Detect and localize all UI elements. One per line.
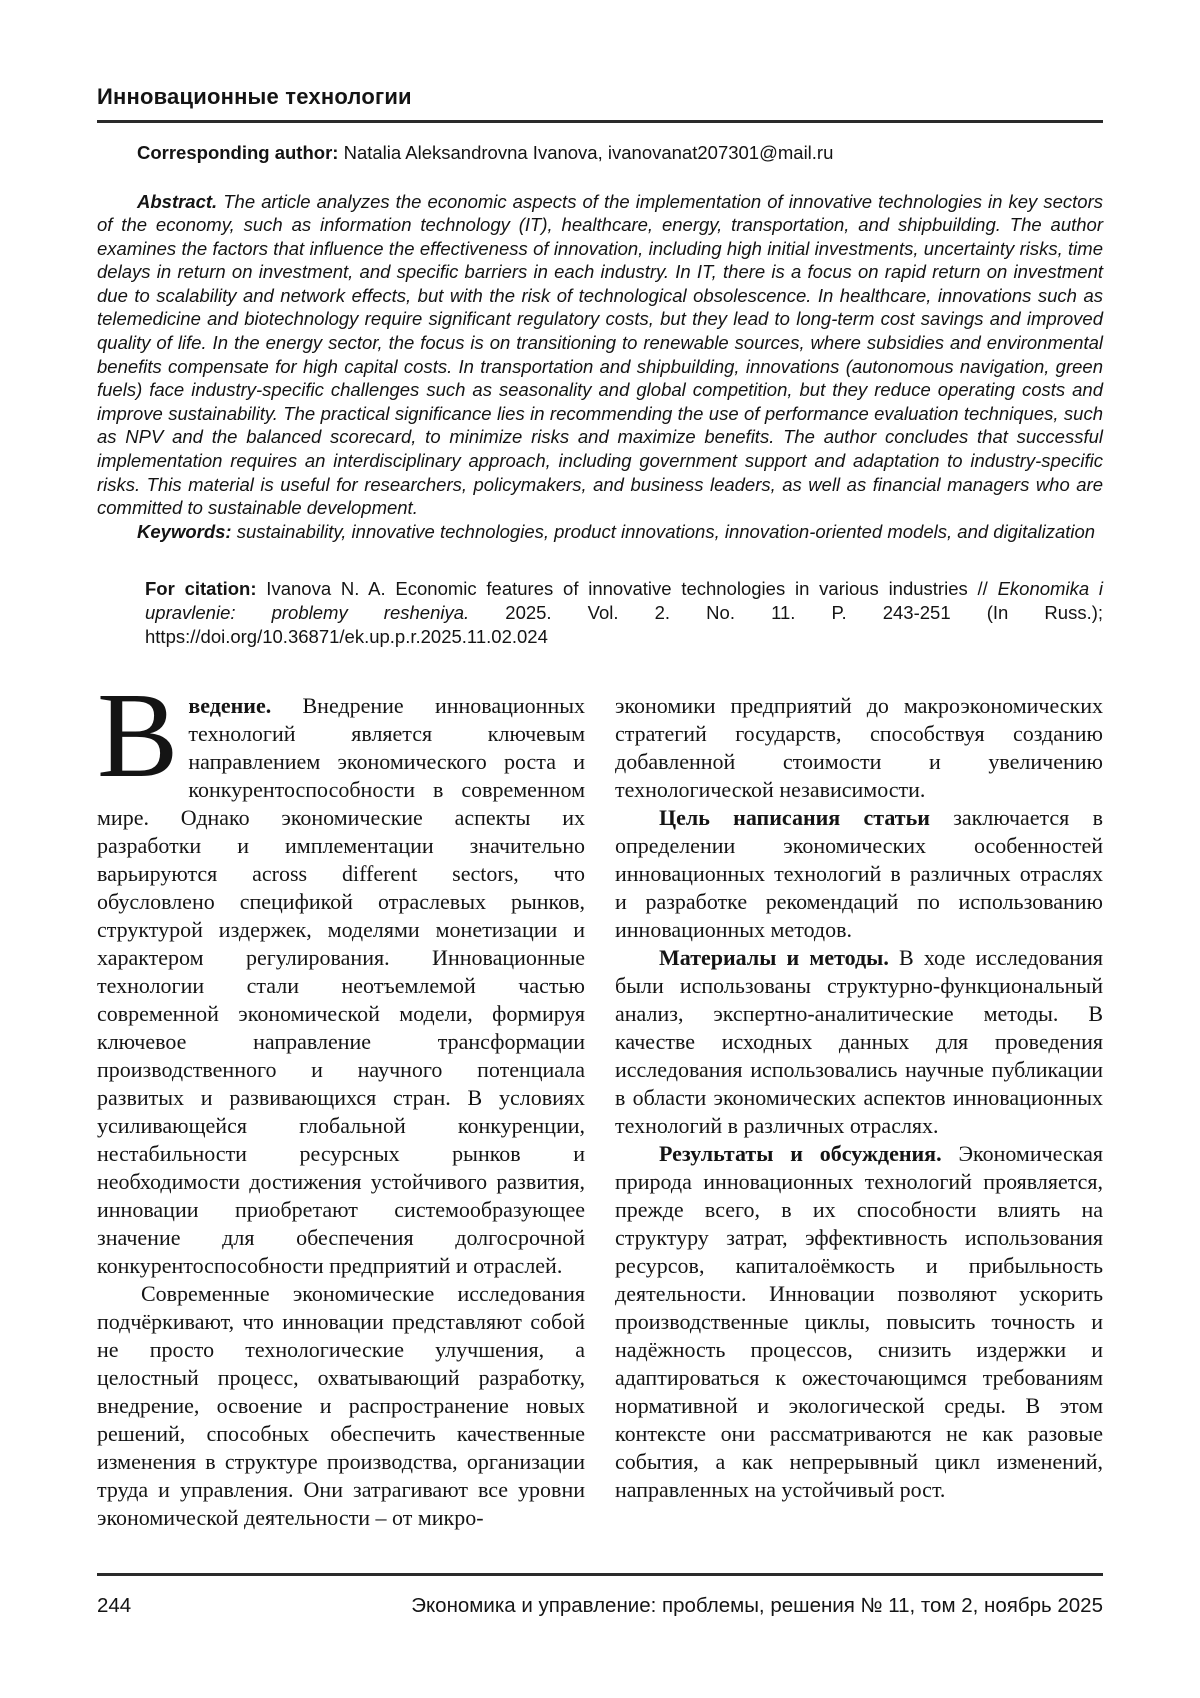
citation-text-before: Ivanova N. A. Economic features of innovative technologies in various industries // <box>256 578 998 600</box>
paragraph-text: заключается в определении экономических особенностей инновационных технологий в различных отраслях и разработке рекомендаций по использованию инновационных методов. <box>615 805 1104 943</box>
intro-paragraph <box>97 668 585 1280</box>
page-footer <box>97 1573 1103 1618</box>
body-paragraph-continuation <box>615 692 1103 804</box>
paragraph-lead: Материалы и методы. <box>659 945 889 971</box>
article-body <box>97 668 1104 1531</box>
corresponding-author-text: Natalia Aleksandrovna Ivanova, ivanovanat207301@mail.ru <box>338 142 834 163</box>
citation-text-after: 2025. Vol. 2. No. 11. P. 243-251 (In Russ.); https://doi.org/10.36871/ek.up.p.r.2025.11.02.024 <box>145 602 1104 647</box>
journal-footer-title: Экономика и управление: проблемы, решения № 11, том 2, ноябрь 2025 <box>411 1594 1103 1617</box>
paragraph-text: Современные экономические исследования подчёркивают, что инновации представляют собой не просто технологические улучшения, а целостный процесс, охватывающий разработку, внедрение, освоение и распространение новых решений, способных обеспечить качественные изменения в структуре производства, организации труда и управления. Они затрагивают все уровни экономической деятельности – от микро- <box>97 1281 585 1531</box>
methods-paragraph <box>615 944 1103 1140</box>
paragraph-lead: ведение. <box>188 693 272 719</box>
footer-line <box>97 1593 1103 1618</box>
body-paragraph <box>97 1280 585 1532</box>
results-paragraph <box>615 1140 1103 1504</box>
corresponding-author-label: Corresponding author: <box>137 142 339 163</box>
right-column <box>615 692 1104 1503</box>
front-matter <box>97 141 1103 648</box>
paragraph-text: Внедрение инновационных технологий является ключевым направлением экономического роста и конкурентоспособности в современном мире. Однако экономические аспекты их разработки и имплементации значительно варьируются across different sectors, что обусловлено спецификой отраслевых рынков, структурой издержек, моделями монетизации и характером регулирования. Инновационные технологии стали неотъемлемой частью современной экономической модели, формируя ключевое направление трансформации производственного и научного потенциала развитых и развивающихся стран. В условиях усиливающейся глобальной конкуренции, нестабильности ресурсных рынков и необходимости достижения устойчивого развития, инновации приобретают системообразующее значение для обеспечения долгосрочной конкурентоспособности предприятий и отраслей. <box>97 693 585 1279</box>
page-number: 244 <box>97 1594 132 1617</box>
paragraph-lead: Результаты и обсуждения. <box>659 1141 942 1167</box>
abstract-text: The article analyzes the economic aspects of the implementation of innovative technologies in key sectors of the economy, such as information technology (IT), healthcare, energy, transportation, and shipbuilding. The author examines the factors that influence the effectiveness of innovation, including high initial investments, uncertainty risks, time delays in return on investment, and specific barriers in each industry. In IT, there is a focus on rapid return on investment due to scalability and network effects, but with the risk of technological obsolescence. In healthcare, innovations such as telemedicine and biotechnology require significant regulatory costs, but they lead to long-term cost savings and improved quality of life. In the energy sector, the focus is on transitioning to renewable sources, where subsidies and environmental benefits compensate for high capital costs. In transportation and shipbuilding, innovations (autonomous navigation, green fuels) face industry-specific challenges such as seasonality and global competition, but they reduce operating costs and improve sustainability. The practical significance lies in recommending the use of performance evaluation techniques, such as NPV and the balanced scorecard, to minimize risks and maximize benefits. The author concludes that successful implementation requires an interdisciplinary approach, including government support and adaptation to industry-specific risks. This material is useful for researchers, policymakers, and business leaders, as well as financial managers who are committed to sustainable development. <box>97 190 1103 519</box>
abstract-paragraph <box>97 190 1103 520</box>
paragraph-lead: Цель написания статьи <box>659 805 930 831</box>
paragraph-text: экономики предприятий до макроэкономических стратегий государств, способствуя созданию добавленной стоимости и увеличению технологической независимости. <box>615 693 1103 803</box>
header-divider <box>97 120 1103 123</box>
goal-paragraph <box>615 804 1103 944</box>
keywords-paragraph <box>97 520 1103 544</box>
paragraph-text: В ходе исследования были использованы структурно-функциональный анализ, экспертно-аналитические методы. В качестве исходных данных для проведения исследования использовались научные публикации в области экономических аспектов инновационных технологий в различных отраслях. <box>615 945 1103 1139</box>
left-column <box>97 668 585 1531</box>
citation-label: For citation: <box>145 578 257 600</box>
corresponding-author-line <box>97 141 1103 165</box>
footer-divider <box>97 1573 1103 1576</box>
running-head: Инновационные технологии <box>97 84 412 109</box>
paragraph-text: Экономическая природа инновационных технологий проявляется, прежде всего, в их способности влиять на структуру затрат, эффективность использования ресурсов, капиталоёмкость и прибыльность деятельности. Инновации позволяют ускорить производственные циклы, повысить точность и надёжность процессов, снизить издержки и адаптироваться к ожесточающимся требованиям нормативной и экологической среды. В этом контексте они рассматриваются не как разовые события, а как непрерывный цикл изменений, направленных на устойчивый рост. <box>615 1141 1103 1503</box>
keywords-label: Keywords: <box>137 520 232 542</box>
abstract-label: Abstract. <box>137 190 218 212</box>
citation-source-title: Ekonomika i upravlenie: problemy resheniya. <box>145 578 1103 623</box>
keywords-text: sustainability, innovative technologies, product innovations, innovation-oriented models, and digitalization <box>231 520 1096 542</box>
dropcap-letter: В <box>97 668 179 804</box>
citation-block <box>145 577 1103 648</box>
